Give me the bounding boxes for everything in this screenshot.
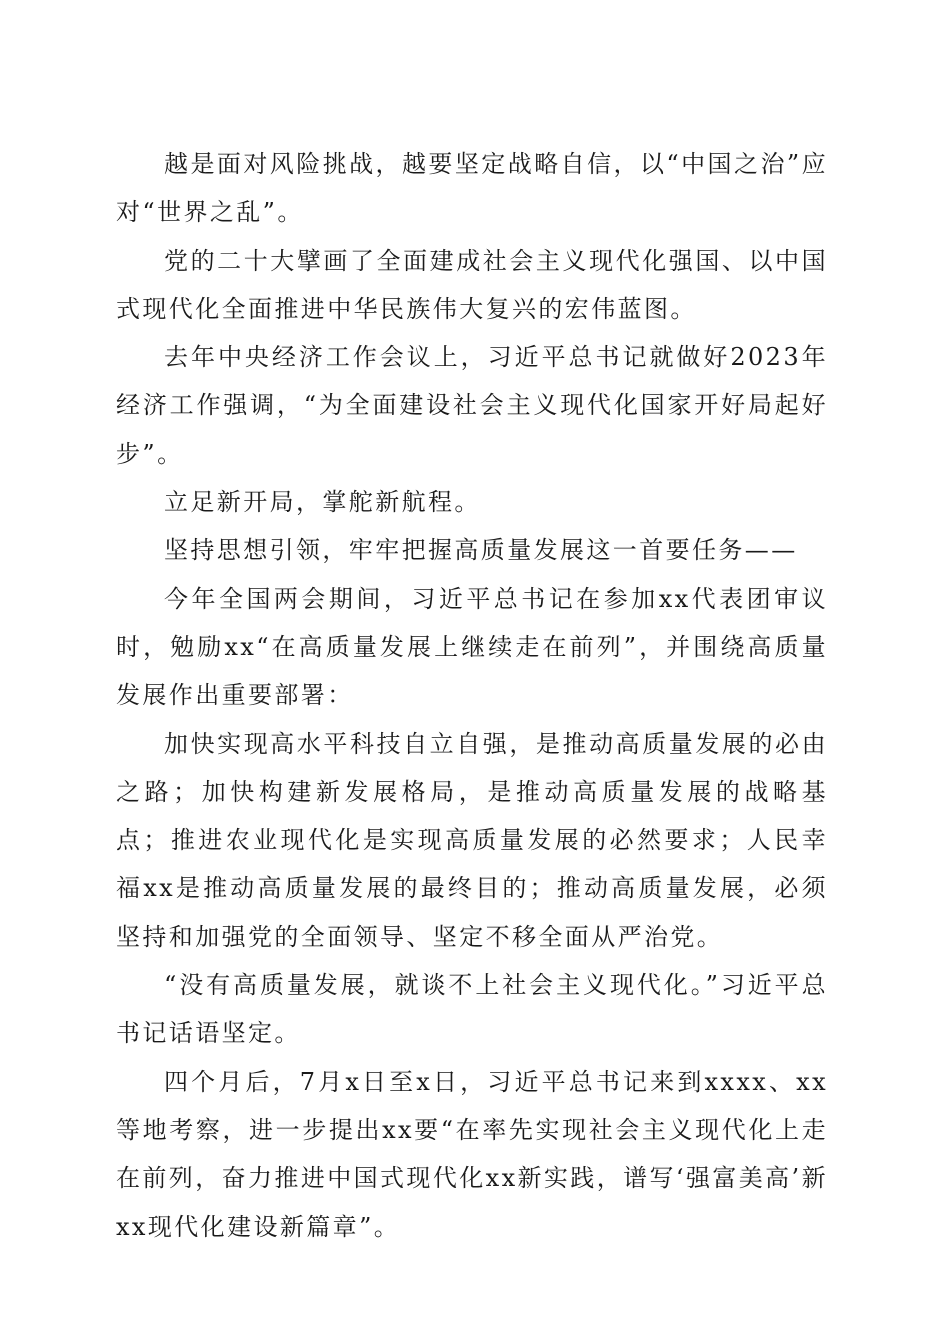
paragraph: 四个月后，7月x日至x日，习近平总书记来到xxxx、xx等地考察，进一步提出xx要“在率先实现社会主义现代化上走在前列，奋力推进中国式现代化xx新实践，谱写‘强富美高’新xx现代化建设新篇章”。: [116, 1067, 828, 1241]
paragraph: 去年中央经济工作会议上，习近平总书记就做好2023年经济工作强调，“为全面建设社会主义现代化国家开好局起好步”。: [116, 343, 828, 468]
paragraph: 今年全国两会期间，习近平总书记在参加xx代表团审议时，勉励xx“在高质量发展上继续走在前列”，并围绕高质量发展作出重要部署：: [116, 584, 828, 710]
paragraph: 坚持思想引领，牢牢把握高质量发展这一首要任务——: [164, 536, 798, 565]
paragraph: “没有高质量发展，就谈不上社会主义现代化。”习近平总书记话语坚定。: [116, 971, 828, 1048]
paragraph: 党的二十大擘画了全面建成社会主义现代化强国、以中国式现代化全面推进中华民族伟大复兴的宏伟蓝图。: [116, 246, 828, 323]
paragraph: 加快实现高水平科技自立自强，是推动高质量发展的必由之路；加快构建新发展格局，是推动高质量发展的战略基点；推进农业现代化是实现高质量发展的必然要求；人民幸福xx是推动高质量发展的最终目的；推动高质量发展，必须坚持和加强党的全面领导、坚定不移全面从严治党。: [116, 729, 828, 951]
paragraph: 立足新开局，掌舵新航程。: [164, 488, 481, 517]
document-body: [116, 140, 828, 1251]
paragraph: 越是面对风险挑战，越要坚定战略自信，以“中国之治”应对“世界之乱”。: [116, 150, 828, 227]
